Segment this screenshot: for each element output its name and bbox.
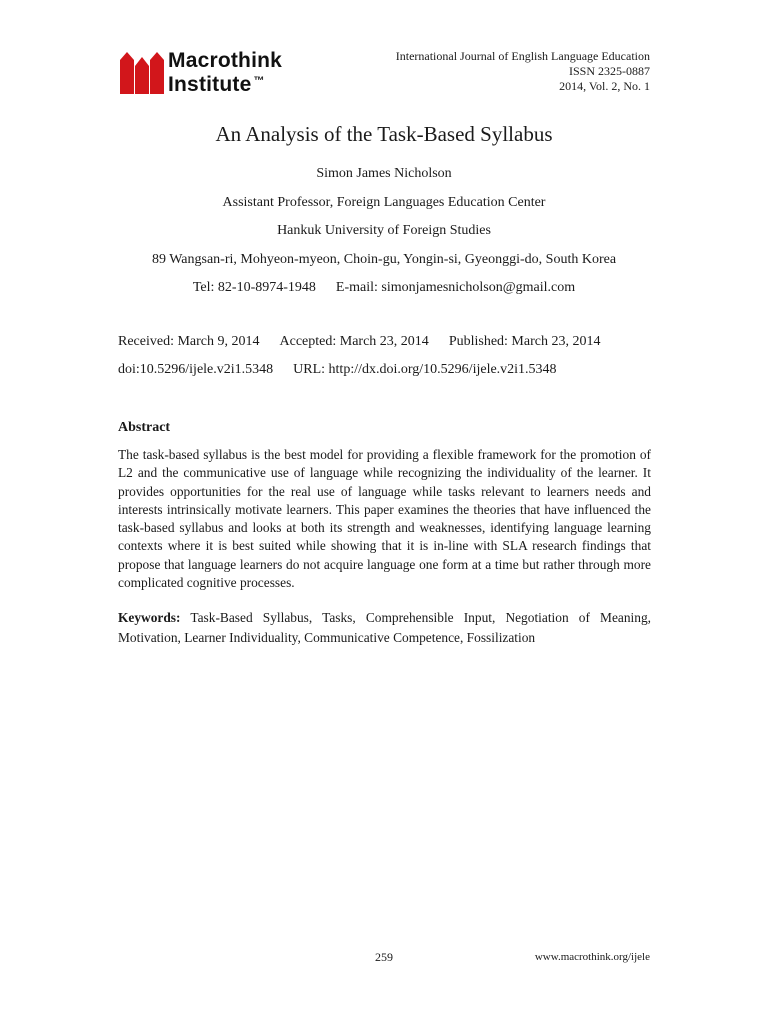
keywords-text: Task-Based Syllabus, Tasks, Comprehensible Input, Negotiation of Meaning, Motivation, Learner Individuality, Communicative Competence, Fossilization bbox=[118, 610, 651, 645]
publication-dates bbox=[118, 332, 600, 360]
author-contact bbox=[0, 274, 768, 303]
author-tel: Tel: 82-10-8974-1948 bbox=[192, 280, 316, 295]
identifiers bbox=[118, 360, 600, 388]
publisher-logo bbox=[120, 48, 310, 96]
macrothink-m-icon bbox=[120, 52, 164, 94]
keywords bbox=[118, 608, 651, 647]
logo-wordmark bbox=[168, 50, 282, 95]
author-name: Simon James Nicholson bbox=[316, 166, 452, 181]
logo-institute: Institute bbox=[168, 73, 252, 96]
page-number: 259 bbox=[375, 950, 393, 964]
published-date: Published: March 23, 2014 bbox=[448, 334, 601, 349]
journal-volume: 2014, Vol. 2, No. 1 bbox=[559, 79, 650, 93]
journal-info bbox=[396, 49, 650, 94]
author-address: 89 Wangsan-ri, Mohyeon-myeon, Choin-gu, Yongin-si, Gyeonggi-do, South Korea bbox=[151, 251, 617, 267]
journal-issn: ISSN 2325-0887 bbox=[568, 64, 650, 78]
keywords-label: Keywords: bbox=[118, 610, 181, 625]
logo-line-1: Macrothink bbox=[168, 49, 283, 72]
paper-title: An Analysis of the Task-Based Syllabus bbox=[215, 122, 553, 146]
publication-meta bbox=[118, 332, 600, 388]
author-institution: Hankuk University of Foreign Studies bbox=[277, 223, 491, 238]
author-block bbox=[0, 160, 768, 303]
doi-url-link[interactable]: URL: http://dx.doi.org/10.5296/ijele.v2i1.5348 bbox=[293, 362, 557, 377]
accepted-date: Accepted: March 23, 2014 bbox=[279, 334, 429, 349]
doi: doi:10.5296/ijele.v2i1.5348 bbox=[118, 362, 274, 377]
abstract-heading: Abstract bbox=[118, 420, 171, 435]
author-position: Assistant Professor, Foreign Languages Education Center bbox=[222, 194, 546, 210]
author-email[interactable]: E-mail: simonjamesnicholson@gmail.com bbox=[335, 280, 576, 295]
received-date: Received: March 9, 2014 bbox=[118, 334, 260, 349]
logo-trademark: ™ bbox=[253, 75, 265, 87]
footer-website-link[interactable]: www.macrothink.org/ijele bbox=[534, 951, 650, 963]
logo-line-2 bbox=[168, 71, 282, 95]
abstract-text: The task-based syllabus is the best model for providing a flexible framework for the promotion of L2 and the communicative use of language while recognizing the individuality of the learner. It provides opportunities for the real use of language while tasks relevant to learners needs and interests intrinsically motivate learners. This paper examines the theories that have influenced the task-based syllabus and looks at both its strength and weaknesses, identifying language learning contexts where it is best suited while showing that it is in-line with SLA research findings that propose that language learners do not acquire language one form at a time but rather through more complicated cognitive processes. bbox=[118, 447, 651, 591]
journal-name: International Journal of English Language Education bbox=[395, 49, 650, 63]
